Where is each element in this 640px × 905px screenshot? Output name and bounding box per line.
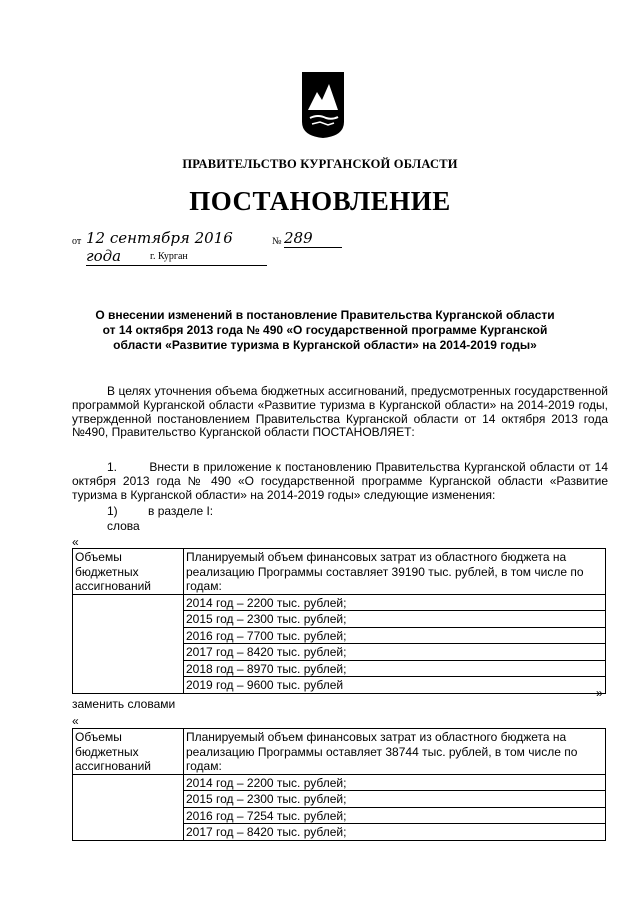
table-row bbox=[73, 677, 606, 694]
item-1 bbox=[72, 461, 608, 502]
year-line: 2018 год – 8970 тыс. рублей; bbox=[184, 660, 606, 677]
table-row bbox=[73, 807, 606, 824]
item-1-text: Внести в приложение к постановлению Правительства Курганской области от 14 октября 2013 года № 490 «О государственной программе Курганской области «Развитие туризма в Курганской области» на 2014-2019 годы» следующие изменения: bbox=[72, 460, 608, 502]
number-prefix: № bbox=[272, 236, 282, 247]
date-prefix: от bbox=[72, 236, 82, 247]
table-row bbox=[73, 611, 606, 628]
year-line: 2016 год – 7700 тыс. рублей; bbox=[184, 627, 606, 644]
close-quote: » bbox=[596, 686, 603, 700]
preamble-paragraph: В целях уточнения объема бюджетных ассигнований, предусмотренных государственной программой Курганской области «Развитие туризма в Курганской области» на 2014-2019 годы, утвержденной постановлением Правительства Курганской области от 14 октября 2013 года №490, Правительство Курганской области ПОСТАНОВЛЯЕТ: bbox=[72, 384, 608, 440]
funding-text: Планируемый объем финансовых затрат из областного бюджета на реализацию Программы составляет 39190 тыс. рублей, в том числе по годам: bbox=[186, 550, 584, 593]
table-left-cell: Объемы бюджетных ассигнований bbox=[73, 729, 184, 775]
year-line: 2015 год – 2300 тыс. рублей; bbox=[184, 791, 606, 808]
table-right-cell bbox=[184, 729, 606, 775]
table-left-cell: Объемы бюджетных ассигнований bbox=[73, 549, 184, 595]
title-line: О внесении изменений в постановление Правительства Курганской области bbox=[95, 308, 555, 322]
old-values-table bbox=[72, 548, 606, 694]
year-line: 2019 год – 9600 тыс. рублей bbox=[184, 677, 606, 694]
year-line: 2015 год – 2300 тыс. рублей; bbox=[184, 611, 606, 628]
year-line: 2017 год – 8420 тыс. рублей; bbox=[184, 824, 606, 841]
funding-text: Планируемый объем финансовых затрат из областного бюджета на реализацию Программы оставляет 38744 тыс. рублей, в том числе по годам: bbox=[186, 730, 578, 773]
open-quote-2: « bbox=[72, 714, 79, 728]
replace-label: заменить словами bbox=[72, 697, 176, 711]
new-values-table bbox=[72, 728, 606, 841]
words-label: слова bbox=[107, 519, 140, 533]
year-line: 2014 год – 2200 тыс. рублей; bbox=[184, 774, 606, 791]
subitem-1-text: в разделе I: bbox=[148, 504, 214, 518]
document-date: 12 сентября 2016 года bbox=[86, 229, 267, 266]
document-number: 289 bbox=[284, 229, 342, 248]
kurgan-coat-of-arms-icon bbox=[300, 70, 346, 140]
table-row bbox=[73, 774, 606, 791]
table-row bbox=[73, 594, 606, 611]
table-row bbox=[73, 824, 606, 841]
table-right-cell bbox=[184, 549, 606, 595]
table-row bbox=[73, 627, 606, 644]
open-quote: « bbox=[72, 535, 79, 549]
year-line: 2017 год – 8420 тыс. рублей; bbox=[184, 644, 606, 661]
table-row bbox=[73, 660, 606, 677]
year-line: 2014 год – 2200 тыс. рублей; bbox=[184, 594, 606, 611]
government-name: ПРАВИТЕЛЬСТВО КУРГАНСКОЙ ОБЛАСТИ bbox=[182, 157, 458, 171]
subitem-1-number: 1) bbox=[107, 504, 118, 518]
title-line: от 14 октября 2013 года № 490 «О государственной программе Курганской bbox=[102, 323, 548, 337]
title-line: области «Развитие туризма в Курганской области» на 2014-2019 годы» bbox=[113, 338, 537, 352]
table-row bbox=[73, 549, 606, 595]
year-line: 2016 год – 7254 тыс. рублей; bbox=[184, 807, 606, 824]
item-1-number: 1. bbox=[107, 460, 118, 474]
document-type: ПОСТАНОВЛЕНИЕ bbox=[189, 186, 451, 216]
table-row bbox=[73, 729, 606, 775]
city: г. Курган bbox=[150, 251, 188, 262]
document-title bbox=[60, 308, 590, 353]
table-row bbox=[73, 791, 606, 808]
table-row bbox=[73, 644, 606, 661]
